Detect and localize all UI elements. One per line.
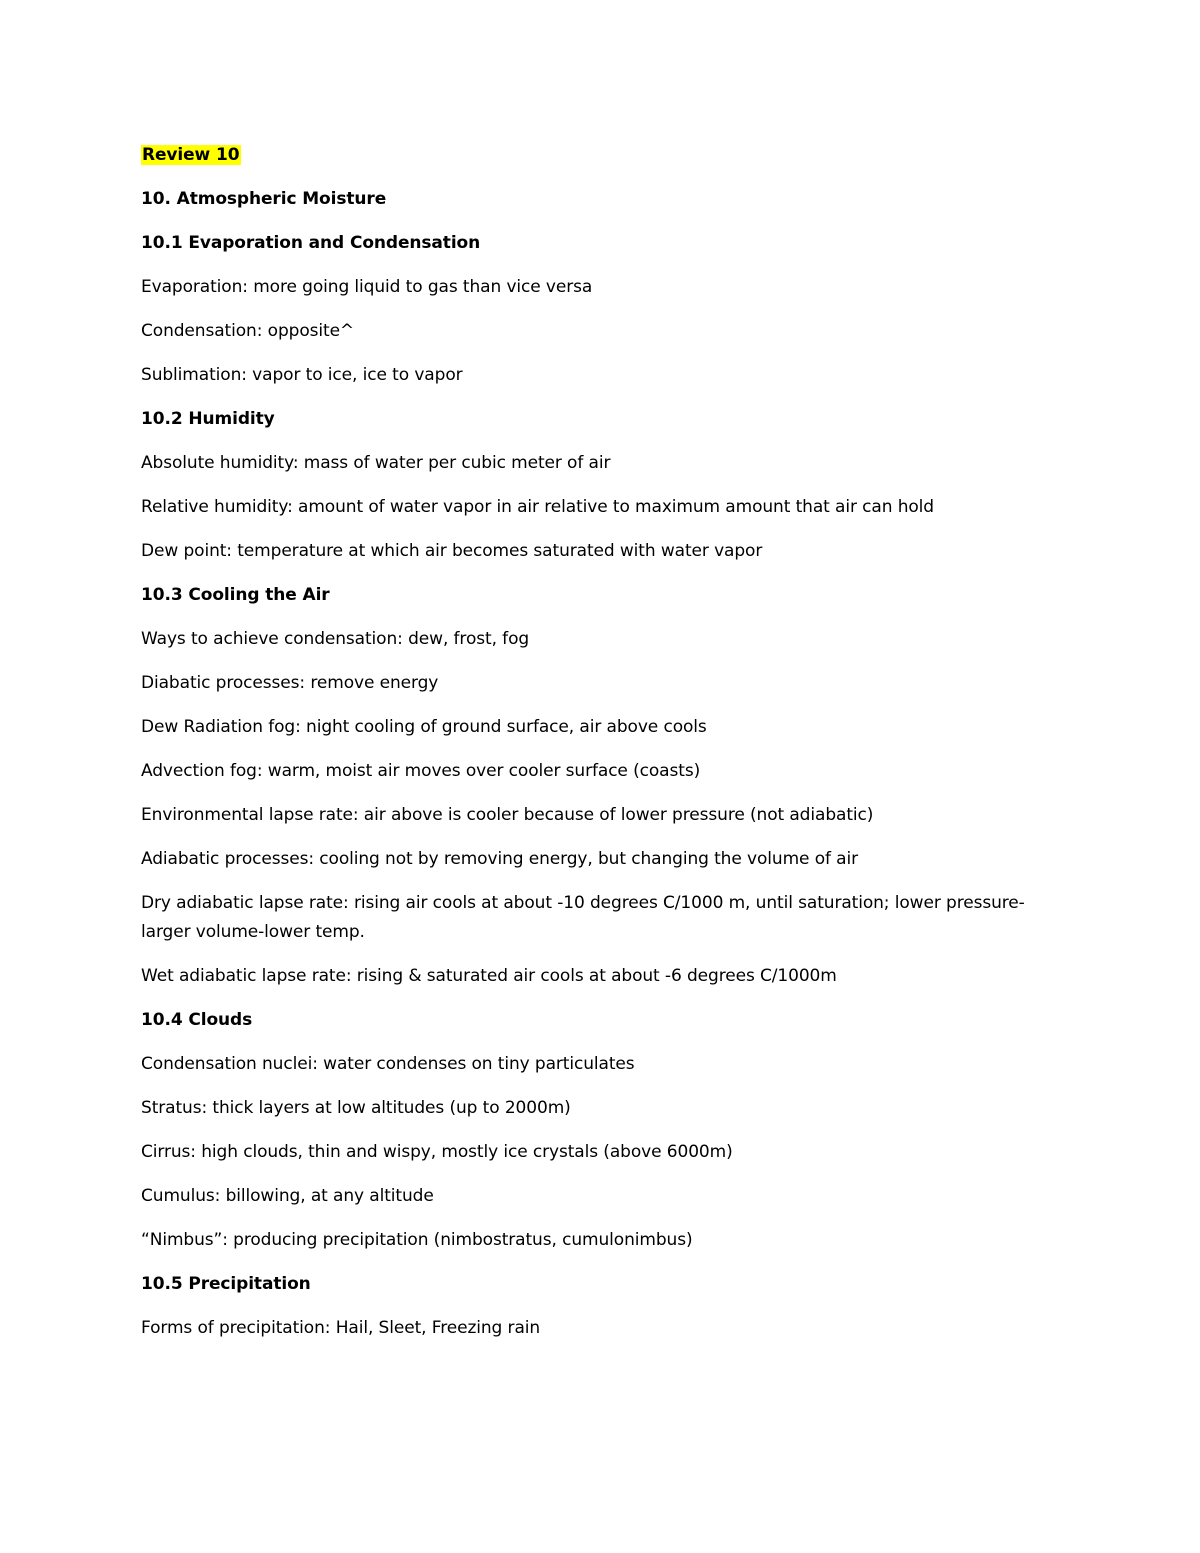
note-line: Wet adiabatic lapse rate: rising & saturated air cools at about -6 degrees C/1000m (141, 966, 837, 986)
note-line: Cumulus: billowing, at any altitude (141, 1186, 434, 1206)
note-line: Forms of precipitation: Hail, Sleet, Freezing rain (141, 1318, 541, 1338)
section-heading: 10.4 Clouds (141, 1010, 253, 1030)
document-title-line (141, 141, 1061, 170)
section-heading: 10.5 Precipitation (141, 1274, 311, 1294)
note-line: Advection fog: warm, moist air moves over cooler surface (coasts) (141, 761, 701, 781)
note-line: Dew Radiation fog: night cooling of ground surface, air above cools (141, 717, 707, 737)
note-line: Sublimation: vapor to ice, ice to vapor (141, 365, 463, 385)
section-heading: 10.3 Cooling the Air (141, 585, 330, 605)
document-title: Review 10 (142, 145, 240, 165)
document-body (141, 141, 1061, 1358)
note-line: Relative humidity: amount of water vapor in air relative to maximum amount that air can hold (141, 497, 934, 517)
section-heading: 10.1 Evaporation and Condensation (141, 233, 481, 253)
note-line: Environmental lapse rate: air above is cooler because of lower pressure (not adiabatic) (141, 805, 874, 825)
section-heading: 10.2 Humidity (141, 409, 275, 429)
note-line: Condensation: opposite^ (141, 321, 355, 341)
note-line: Adiabatic processes: cooling not by removing energy, but changing the volume of air (141, 849, 859, 869)
note-line: Evaporation: more going liquid to gas than vice versa (141, 277, 593, 297)
note-line: Dew point: temperature at which air becomes saturated with water vapor (141, 541, 763, 561)
note-line: Dry adiabatic lapse rate: rising air cools at about -10 degrees C/1000 m, until saturation; lower pressure-larger volume-lower temp. (141, 893, 1025, 942)
note-line: Diabatic processes: remove energy (141, 673, 439, 693)
note-line: Absolute humidity: mass of water per cubic meter of air (141, 453, 611, 473)
note-line: Cirrus: high clouds, thin and wispy, mostly ice crystals (above 6000m) (141, 1142, 733, 1162)
note-line: Stratus: thick layers at low altitudes (up to 2000m) (141, 1098, 571, 1118)
note-line: Condensation nuclei: water condenses on tiny particulates (141, 1054, 635, 1074)
note-line: Ways to achieve condensation: dew, frost, fog (141, 629, 530, 649)
note-lines (141, 185, 1061, 1343)
note-line: “Nimbus”: producing precipitation (nimbostratus, cumulonimbus) (141, 1230, 693, 1250)
section-heading: 10. Atmospheric Moisture (141, 189, 387, 209)
